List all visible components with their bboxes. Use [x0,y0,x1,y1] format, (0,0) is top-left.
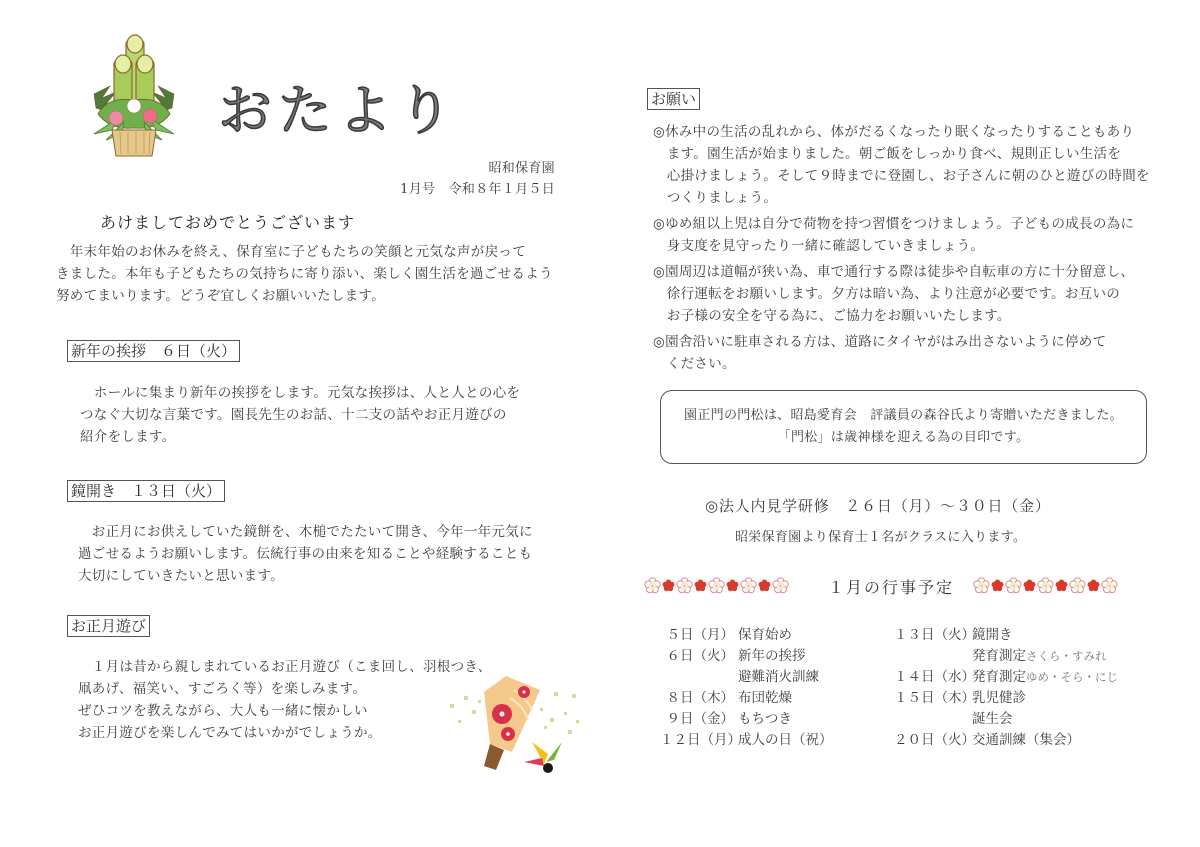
text-line: ◎休み中の生活の乱れから、体がだるくなったり眠くなったりすることもあり [653,124,1135,140]
event-name: 誕生会 [972,711,1013,727]
request-item [653,121,1150,209]
schedule-event: 布団乾燥 [738,690,792,706]
schedule-event: 保育始め [738,627,792,643]
schedule-date: ５日（月） [666,627,734,643]
schedule-event: もちつき [738,711,792,727]
text-line: 過ごせるようお願いします。伝統行事の由来を知ることや経験することも [78,546,533,562]
schedule-title: １月の行事予定 [828,578,955,597]
plum-blossom-icon [1055,579,1068,592]
schedule-row [894,730,1118,751]
schedule-row [660,646,833,667]
requests-heading: お願い [647,88,700,110]
schedule-date: １４日（水） [894,669,975,685]
text-line: 心掛けましょう。そして９時までに登園し、お子さんに朝のひと遊びの時間を [653,168,1150,184]
schedule-list-left [660,625,833,751]
plum-blossom-row-right [973,577,1118,594]
schedule-event [972,730,1080,751]
request-item [653,261,1150,327]
text-line: 紹介をします。 [80,429,176,445]
schedule-date: ８日（木） [666,690,734,706]
schedule-row [894,646,1118,667]
plum-blossom-icon [676,577,693,594]
request-item [653,331,1150,375]
schedule-date [660,667,738,688]
schedule-event [972,667,1118,688]
plum-blossom-icon [708,577,725,594]
event-name: 発育測定 [972,669,1026,685]
schedule-event: 成人の日（祝） [738,732,833,748]
plum-blossom-icon [1087,579,1100,592]
event-classes: ゆめ・そら・にじ [1026,670,1118,684]
text-line: 凧あげ、福笑い、すごろく等）を楽しみます。 [78,681,367,697]
requests-list [653,121,1150,375]
schedule-event [972,646,1107,667]
event-name: 交通訓練（集会） [972,732,1080,748]
section-heading-new-year-games: お正月遊び [67,615,150,637]
text-line: つなぐ大切な言葉です。園長先生のお話、十二支の話やお正月遊びの [80,407,507,423]
text-line: 徐行運転をお願いします。夕方は暗い為、より注意が必要です。お互いの [653,286,1121,302]
section-heading-kagami-biraki: 鏡開き １３日（火） [67,480,225,502]
schedule-row [660,730,833,751]
section-body-new-year [80,382,520,448]
text-line: ぜひコツを教えながら、大人も一緒に懐かしい [78,703,368,719]
plum-blossom-icon [1005,577,1022,594]
text-line: ◎ゆめ組以上児は自分で荷物を持つ習慣をつけましょう。子どもの成長の為に [653,216,1135,232]
text-line: つくりましょう。 [653,190,778,206]
plum-blossom-icon [1069,577,1086,594]
schedule-row [660,667,833,688]
plum-blossom-icon [644,577,661,594]
request-item [653,213,1150,257]
text-line: お正月にお供えしていた鏡餅を、木槌でたたいて開き、今年一年元気に [78,524,533,540]
event-name: 乳児健診 [972,690,1026,706]
plum-blossom-icon [694,579,707,592]
text-line: お正月遊びを楽しんでみてはいかがでしょうか。 [78,725,382,741]
kadomatsu-icon [88,34,180,158]
hagoita-icon [444,670,589,780]
schedule-list-right [894,625,1118,751]
plum-blossom-icon [991,579,1004,592]
schedule-event [972,625,1013,646]
schedule-row [660,688,833,709]
plum-blossom-icon [1101,577,1118,594]
plum-blossom-icon [772,577,789,594]
text-line: １月は昔から親しまれているお正月遊び（こま回し、羽根つき、 [78,659,492,675]
plum-blossom-row-left [644,577,789,594]
text-line: ◎園舎沿いに駐車される方は、道路にタイヤがはみ出さないように停めて [653,334,1107,350]
schedule-date [894,646,972,667]
schedule-date: ６日（火） [666,648,734,664]
schedule-date: １５日（木） [894,690,975,706]
notice-line: 「門松」は歳神様を迎える為の目印です。 [777,430,1030,445]
text-line: 大切にしていきたいと思います。 [78,568,284,584]
section-body-kagami-biraki [78,521,533,587]
text-line: ます。園生活が始まりました。朝ご飯をしっかり食べ、規則正しい生活を [653,146,1122,162]
training-detail: 昭栄保育園より保育士１名がクラスに入ります。 [735,530,1027,545]
schedule-date: ２０日（火） [894,732,975,748]
page-title: おたより [218,79,458,142]
event-name: 発育測定 [972,648,1026,664]
text-line: 身支度を見守ったり一緒に確認していきましょう。 [653,238,985,254]
kadomatsu-notice-box [660,390,1147,464]
section-heading-new-year: 新年の挨拶 ６日（火） [67,340,240,362]
schedule-row [894,625,1118,646]
plum-blossom-icon [1037,577,1054,594]
schedule-event: 避難消火訓練 [738,669,819,685]
plum-blossom-icon [1023,579,1036,592]
text-line: 年末年始のお休みを終え、保育室に子どもたちの笑顔と元気な声が戻って [56,244,527,260]
text-line: ◎園周辺は道幅が狭い為、車で通行する際は徒歩や自転車の方に十分留意し、 [653,264,1135,280]
plum-blossom-icon [662,579,675,592]
schedule-date [894,709,972,730]
plum-blossom-icon [973,577,990,594]
schedule-row [894,688,1118,709]
schedule-row [660,625,833,646]
section-body-new-year-games [78,656,491,744]
greeting-heading: あけましておめでとうございます [100,213,356,232]
plum-blossom-icon [758,579,771,592]
text-line: 努めてまいります。どうぞ宜しくお願いいたします。 [56,288,386,304]
text-line: ください。 [653,356,736,372]
schedule-event [972,688,1026,709]
school-name: 昭和保育園 [488,161,555,176]
event-name: 鏡開き [972,627,1013,643]
plum-blossom-icon [740,577,757,594]
schedule-date: １３日（火） [894,627,975,643]
event-classes: さくら・すみれ [1026,649,1107,663]
schedule-date: ９日（金） [666,711,734,727]
issue-date: 1月号 令和８年１月５日 [400,182,555,197]
schedule-row [660,709,833,730]
text-line: ホールに集まり新年の挨拶をします。元気な挨拶は、人と人との心を [80,385,521,401]
text-line: きました。本年も子どもたちの気持ちに寄り添い、楽しく園生活を過ごせるよう [56,266,553,282]
schedule-row [894,709,1118,730]
schedule-event [972,709,1013,730]
schedule-event: 新年の挨拶 [738,648,806,664]
schedule-row [894,667,1118,688]
text-line: お子様の安全を守る為に、ご協力をお願いいたします。 [653,308,1011,324]
schedule-date: １２日（月） [660,732,741,748]
greeting-body [56,241,553,307]
notice-line: 園正門の門松は、昭島愛育会 評議員の森谷氏より寄贈いただきました。 [684,408,1123,423]
training-title: ◎法人内見学研修 ２６日（月）～３０日（金） [705,497,1051,515]
plum-blossom-icon [726,579,739,592]
